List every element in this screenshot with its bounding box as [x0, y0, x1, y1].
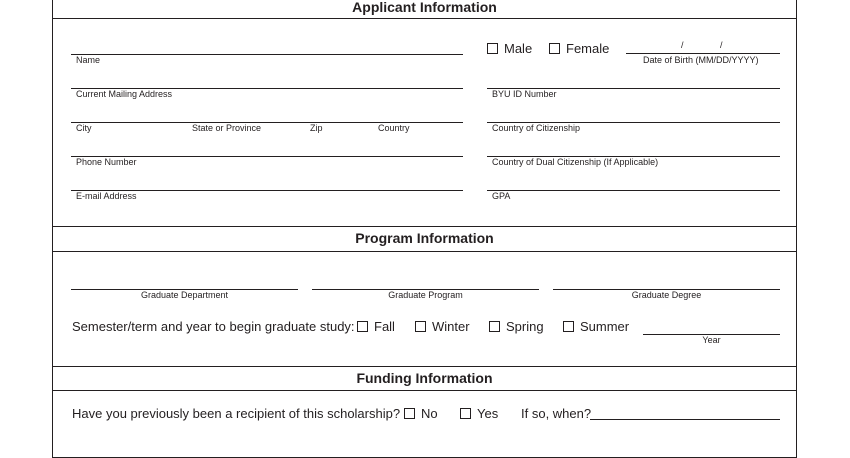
email-label: E-mail Address: [76, 191, 137, 201]
fall-checkbox[interactable]: [357, 321, 368, 332]
funding-header: Funding Information: [52, 366, 797, 391]
name-field[interactable]: [71, 54, 463, 55]
summer-checkbox[interactable]: [563, 321, 574, 332]
department-label: Graduate Department: [140, 290, 229, 300]
state-label: State or Province: [192, 123, 262, 133]
dual-citizenship-label: Country of Dual Citizenship (If Applicable): [492, 157, 659, 167]
no-checkbox[interactable]: [404, 408, 415, 419]
dob-separator: /: [720, 40, 723, 50]
when-field[interactable]: [590, 419, 780, 420]
semester-prompt: Semester/term and year to begin graduate study:: [72, 319, 355, 334]
yes-checkbox[interactable]: [460, 408, 471, 419]
phone-label: Phone Number: [76, 157, 137, 167]
female-label: Female: [566, 41, 610, 56]
summer-label: Summer: [580, 319, 630, 334]
citizenship-label: Country of Citizenship: [492, 123, 581, 133]
no-label: No: [421, 406, 438, 421]
winter-checkbox[interactable]: [415, 321, 426, 332]
year-label: Year: [702, 335, 721, 345]
degree-label: Graduate Degree: [631, 290, 702, 300]
program-label: Graduate Program: [388, 290, 463, 300]
address-label: Current Mailing Address: [76, 89, 173, 99]
country-label: Country: [378, 123, 410, 133]
yes-label: Yes: [477, 406, 499, 421]
dob-field[interactable]: [626, 53, 780, 54]
female-checkbox[interactable]: [549, 43, 560, 54]
male-checkbox[interactable]: [487, 43, 498, 54]
fall-label: Fall: [374, 319, 395, 334]
gpa-field[interactable]: [487, 190, 780, 191]
name-label: Name: [76, 55, 101, 65]
program-header: Program Information: [52, 226, 797, 252]
dob-label: Date of Birth (MM/DD/YYYY): [643, 55, 759, 65]
spring-label: Spring: [506, 319, 544, 334]
zip-label: Zip: [310, 123, 323, 133]
gpa-label: GPA: [492, 191, 511, 201]
byu-id-label: BYU ID Number: [492, 89, 557, 99]
male-label: Male: [504, 41, 533, 56]
city-label: City: [76, 123, 92, 133]
winter-label: Winter: [432, 319, 470, 334]
spring-checkbox[interactable]: [489, 321, 500, 332]
applicant-header: Applicant Information: [52, 0, 797, 19]
dob-separator: /: [681, 40, 684, 50]
scholarship-question: Have you previously been a recipient of this scholarship?: [72, 406, 401, 421]
if-so-label: If so, when?: [521, 406, 592, 421]
